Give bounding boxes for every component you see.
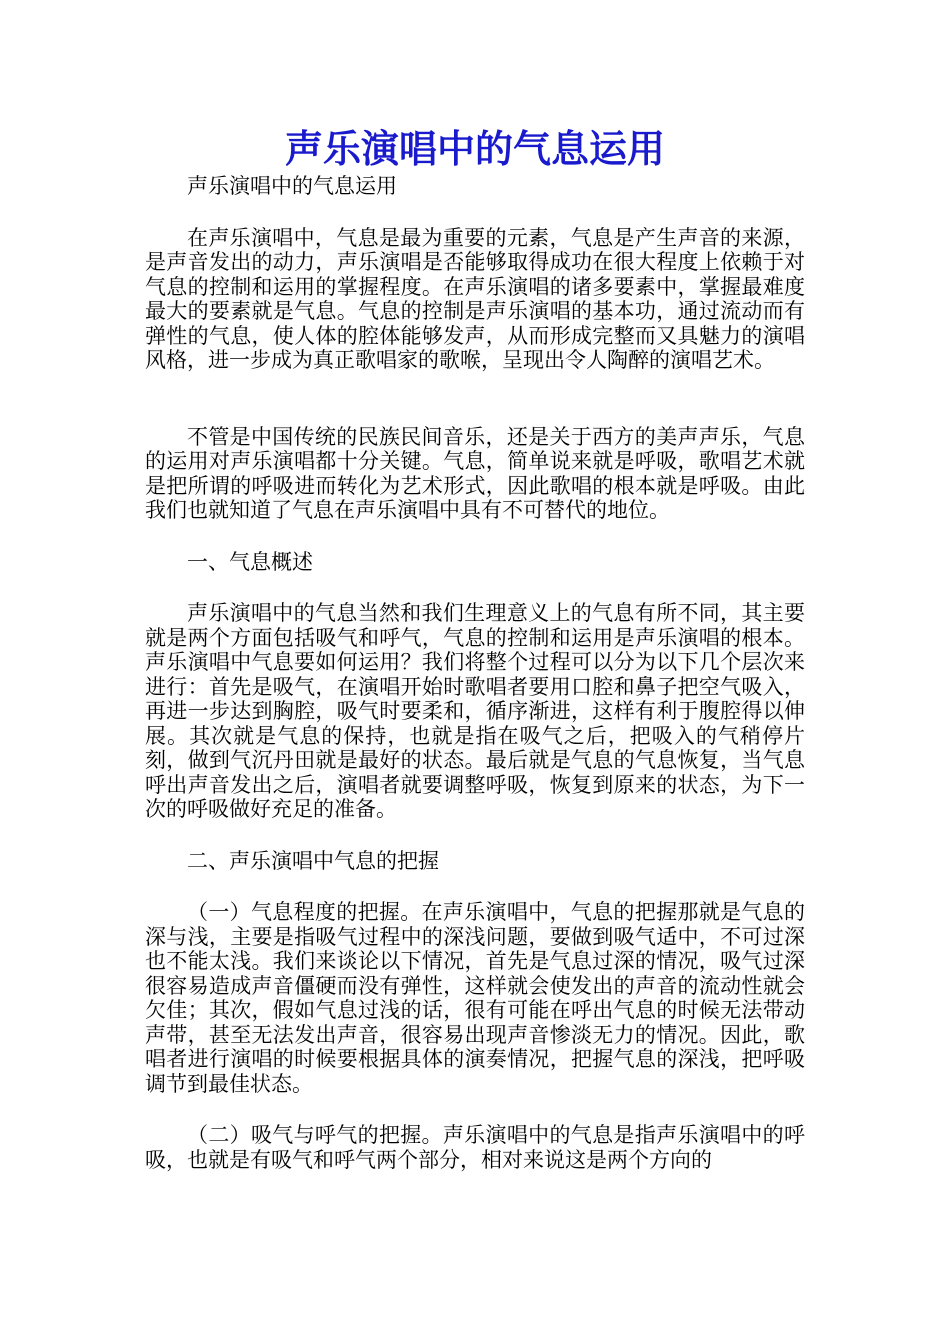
document-title: 声乐演唱中的气息运用 (284, 126, 665, 171)
paragraph-depth-control: （一）气息程度的把握。在声乐演唱中，气息的把握那就是气息的深与浅，主要是指吸气过程中的深浅问题，要做到吸气适中，不可过深也不能太浅。我们来谈论以下情况，首先是气息过深的情况，吸气过深很容易造成声音僵硬而没有弹性，这样就会使发出的声音的流动性就会欠佳；其次，假如气息过浅的话，很有可能在呼出气息的时候无法带动声带，甚至无法发出声音，很容易出现声音惨淡无力的情况。因此，歌唱者进行演唱的时候要根据具体的演奏情况，把握气息的深浅，把呼吸调节到最佳状态。 (145, 900, 805, 1096)
section-heading-2: 二、声乐演唱中气息的把握 (187, 848, 439, 873)
paragraph-importance: 不管是中国传统的民族民间音乐，还是关于西方的美声声乐，气息的运用对声乐演唱都十分关键。气息，简单说来就是呼吸，歌唱艺术就是把所谓的呼吸进而转化为艺术形式，因此歌唱的根本就是呼吸。由此我们也就知道了气息在声乐演唱中具有不可替代的地位。 (145, 424, 805, 522)
document-subtitle: 声乐演唱中的气息运用 (187, 174, 397, 198)
paragraph-inhale-exhale: （二）吸气与呼气的把握。声乐演唱中的气息是指声乐演唱中的呼吸，也就是有吸气和呼气两个部分，相对来说这是两个方向的 (145, 1123, 805, 1172)
paragraph-intro: 在声乐演唱中，气息是最为重要的元素，气息是产生声音的来源，是声音发出的动力，声乐演唱是否能够取得成功在很大程度上依赖于对气息的控制和运用的掌握程度。在声乐演唱的诸多要素中，掌握最难度最大的要素就是气息。气息的控制是声乐演唱的基本功，通过流动而有弹性的气息，使人体的腔体能够发声，从而形成完整而又具魅力的演唱风格，进一步成为真正歌唱家的歌喉，呈现出令人陶醉的演唱艺术。 (145, 225, 805, 372)
document-body (145, 174, 805, 1172)
section-heading-1: 一、气息概述 (187, 549, 313, 574)
paragraph-overview: 声乐演唱中的气息当然和我们生理意义上的气息有所不同，其主要就是两个方面包括吸气和呼气，气息的控制和运用是声乐演唱的根本。声乐演唱中气息要如何运用？我们将整个过程可以分为以下几个层次来进行：首先是吸气，在演唱开始时歌唱者要用口腔和鼻子把空气吸入，再进一步达到胸腔，吸气时要柔和，循序渐进，这样有利于腹腔得以伸展。其次就是气息的保持，也就是指在吸气之后，把吸入的气稍停片刻，做到气沉丹田就是最好的状态。最后就是气息的气息恢复，当气息呼出声音发出之后，演唱者就要调整呼吸，恢复到原来的状态，为下一次的呼吸做好充足的准备。 (145, 601, 805, 821)
